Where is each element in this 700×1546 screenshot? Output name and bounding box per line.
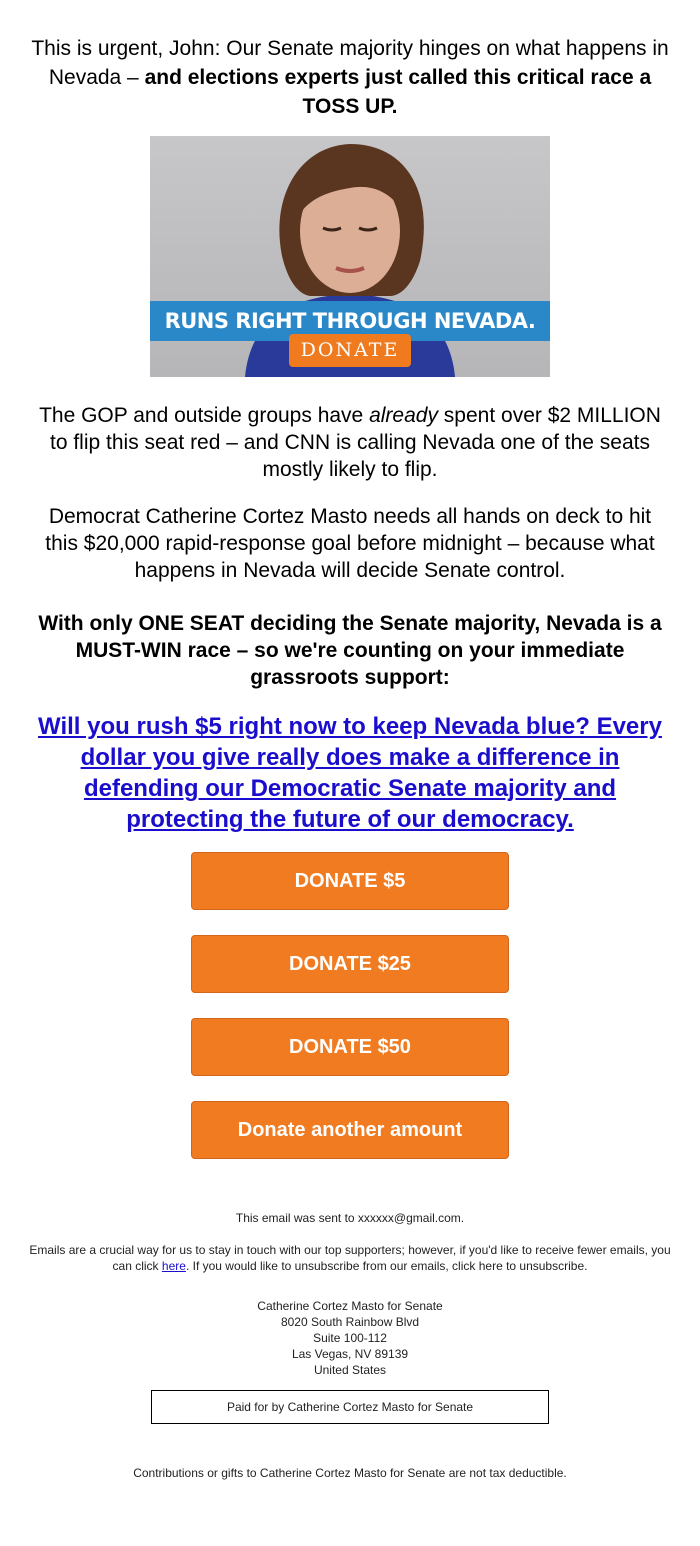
address-line: Las Vegas, NV 89139 bbox=[291, 1347, 409, 1361]
tax-disclaimer: Contributions or gifts to Catherine Cortez Masto for Senate are not tax deductible. bbox=[133, 1466, 567, 1480]
address-line: 8020 South Rainbow Blvd bbox=[280, 1315, 420, 1329]
sent-to-notice: This email was sent to xxxxxx@gmail.com. bbox=[235, 1211, 465, 1225]
donation-ask bbox=[30, 711, 670, 835]
emphasis-text: already bbox=[369, 404, 438, 427]
intro-bold-text: and elections experts just called this critical race a TOSS UP. bbox=[144, 66, 652, 118]
hero-donate-badge[interactable]: DONATE bbox=[289, 334, 411, 367]
mailing-address bbox=[20, 1298, 680, 1378]
paragraph-must-win: With only ONE SEAT deciding the Senate majority, Nevada is a MUST-WIN race – so we're counting on your immediate grassroots support: bbox=[38, 612, 662, 689]
fewer-emails-link[interactable]: here bbox=[161, 1259, 186, 1273]
paragraph-gop-spending bbox=[30, 402, 670, 483]
donate-50-button[interactable]: DONATE $50 bbox=[191, 1018, 509, 1076]
donation-ask-link[interactable]: Will you rush $5 right now to keep Nevada blue? Every dollar you give really does make a difference in defending our Democratic Senate majority and protecting the future of our democracy. bbox=[38, 713, 662, 833]
address-line: Suite 100-112 bbox=[313, 1331, 387, 1345]
paid-for-disclaimer: Paid for by Catherine Cortez Masto for Senate bbox=[151, 1390, 549, 1424]
paragraph-text: The GOP and outside groups have bbox=[39, 404, 370, 427]
paragraph-text: spent over $2 MILLION to flip this seat red – and CNN is calling Nevada one of the seats mostly likely to flip. bbox=[50, 404, 661, 481]
preferences-text: . If you would like to unsubscribe from our emails, click here to unsubscribe. bbox=[185, 1259, 588, 1273]
donate-5-button[interactable]: DONATE $5 bbox=[191, 852, 509, 910]
donate-25-button[interactable]: DONATE $25 bbox=[191, 935, 509, 993]
email-preferences-notice bbox=[20, 1242, 680, 1274]
intro-headline bbox=[20, 34, 680, 121]
paragraph-goal: Democrat Catherine Cortez Masto needs all hands on deck to hit this $20,000 rapid-response goal before midnight – because what happens in Nevada will decide Senate control. bbox=[45, 505, 655, 582]
preferences-text: Emails are a crucial way for us to stay in touch with our top supporters; however, if you'd like to receive fewer emails, you can click bbox=[29, 1243, 671, 1273]
address-line: Catherine Cortez Masto for Senate bbox=[257, 1299, 443, 1313]
intro-plain-text: This is urgent, John: Our Senate majority hinges on what happens in Nevada – bbox=[31, 37, 669, 89]
hero-banner: RUNS RIGHT THROUGH NEVADA. bbox=[150, 301, 550, 341]
address-line: United States bbox=[313, 1363, 387, 1377]
hero-video-image[interactable] bbox=[150, 136, 550, 377]
donate-other-amount-button[interactable]: Donate another amount bbox=[191, 1101, 509, 1159]
